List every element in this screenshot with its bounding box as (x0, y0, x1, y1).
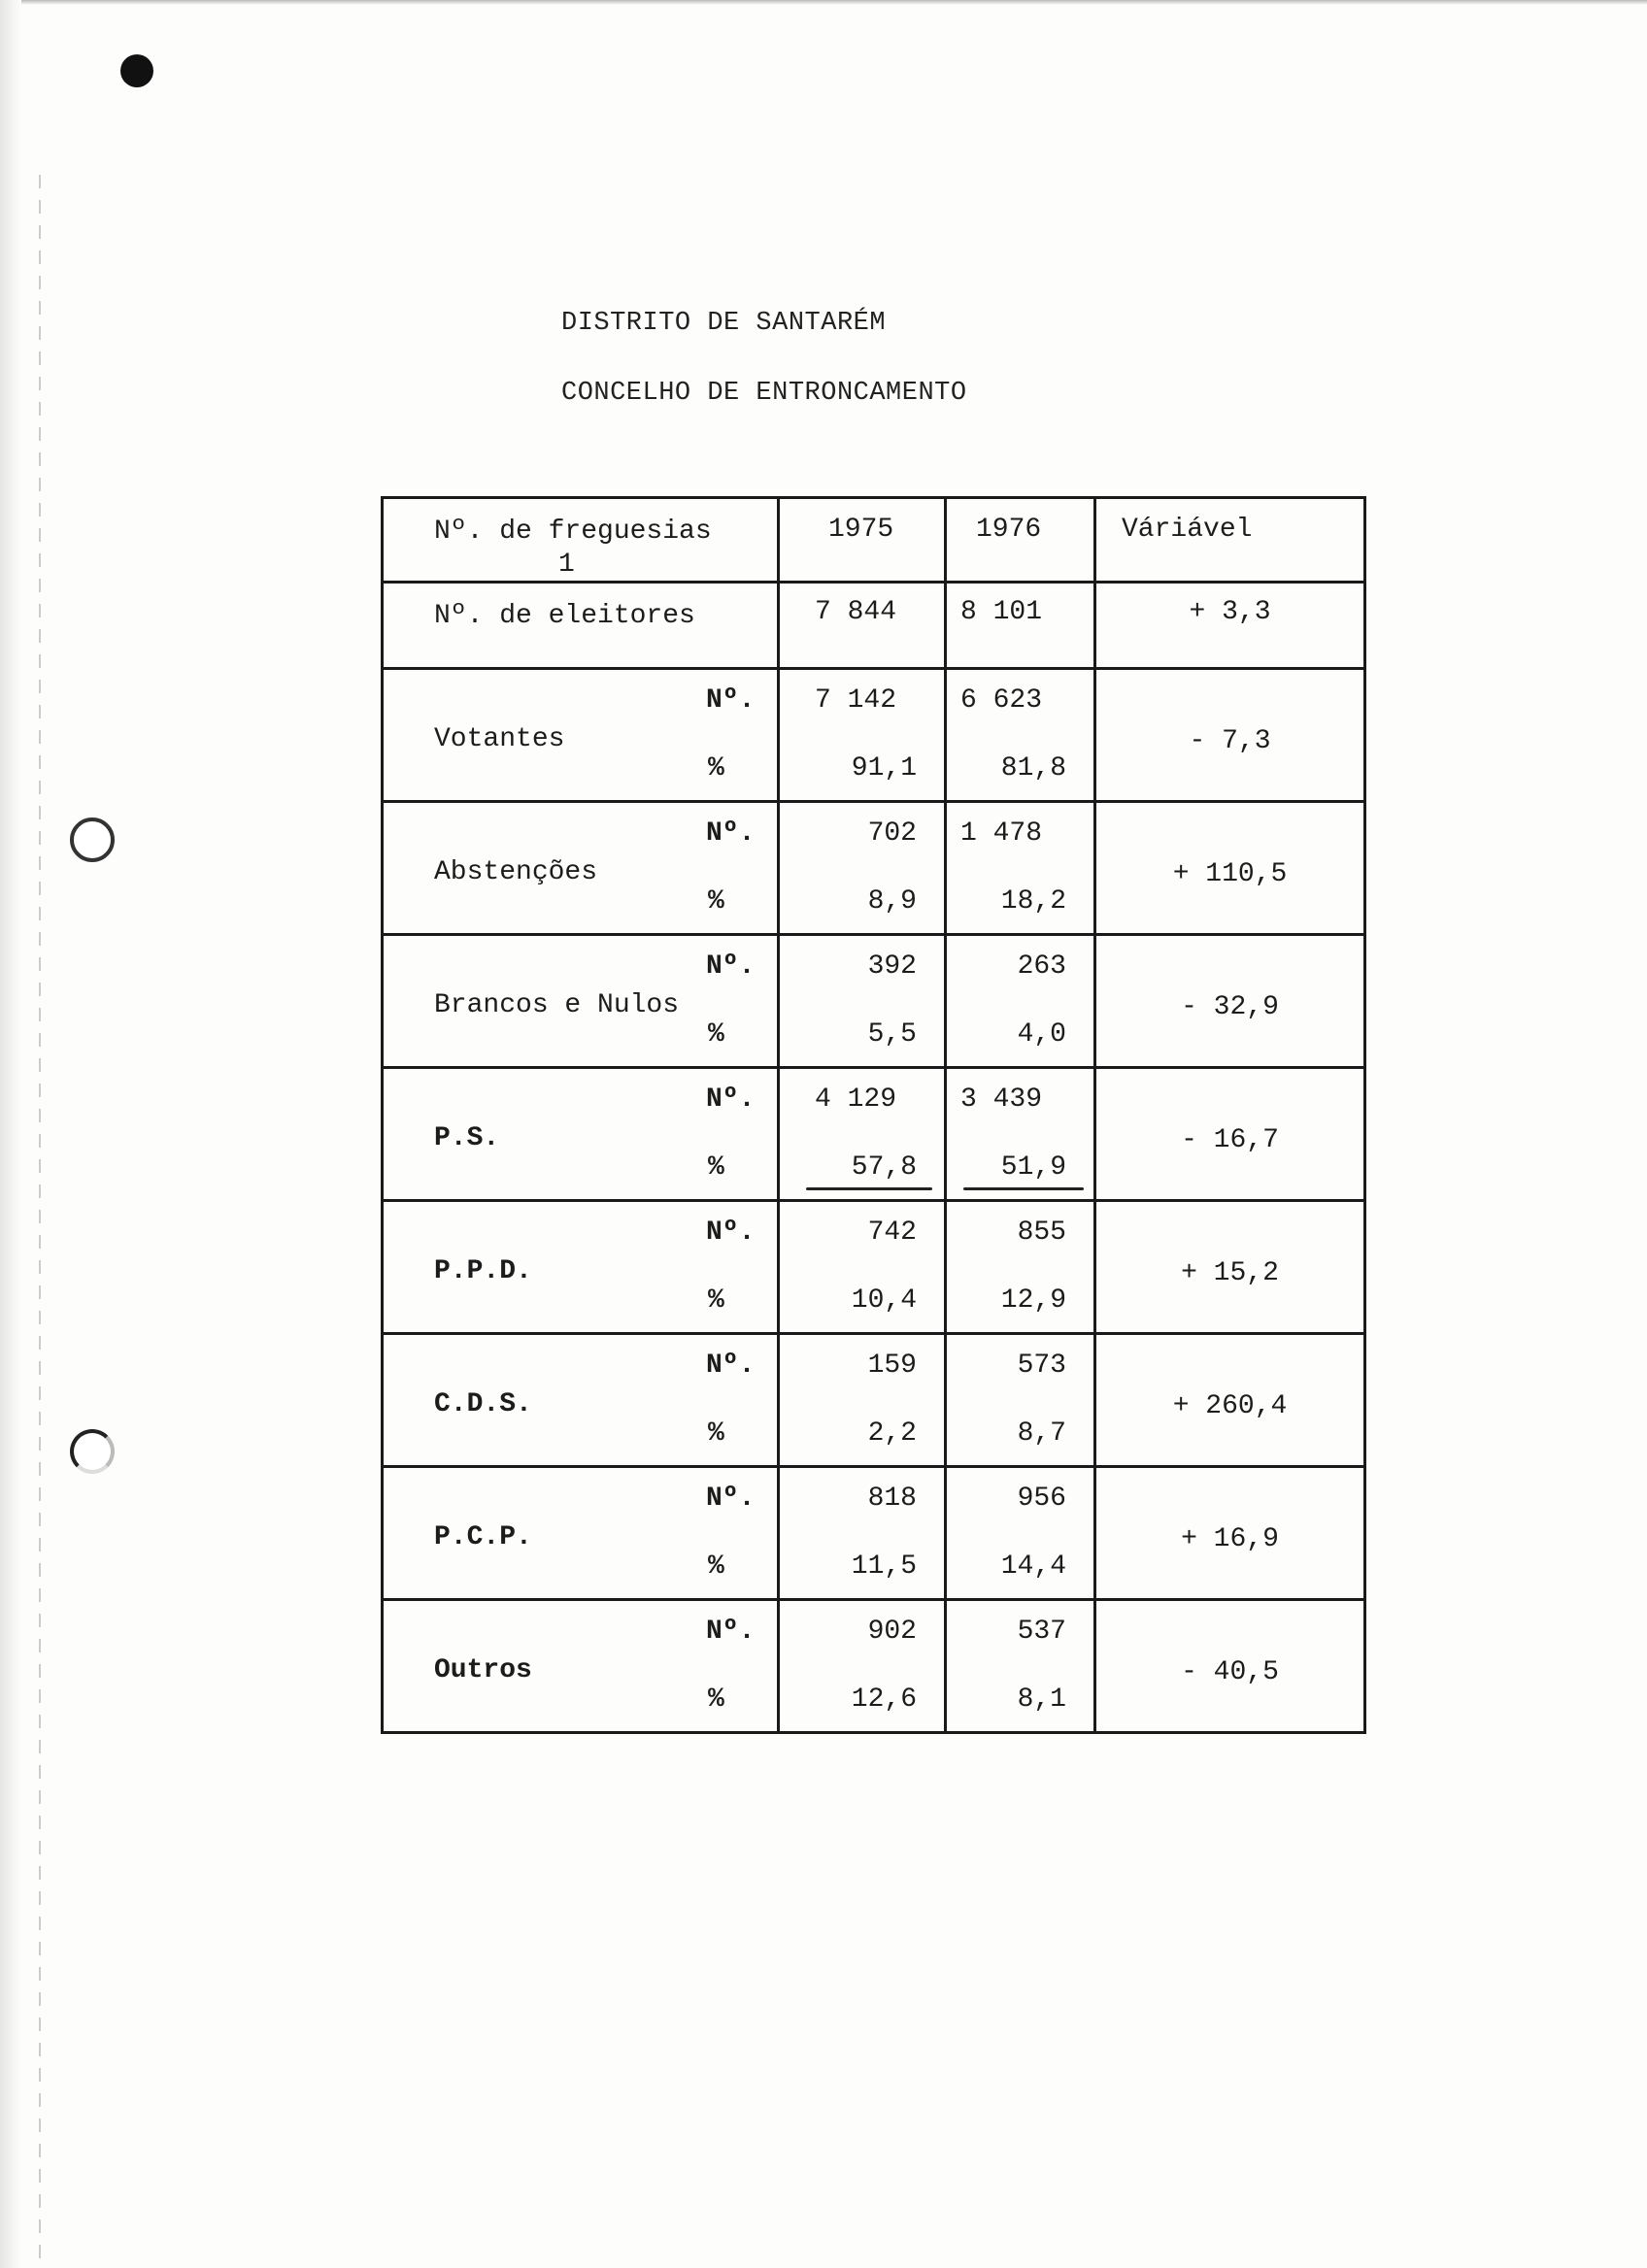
election-results-table (381, 496, 1366, 1734)
table-row (383, 669, 1365, 802)
parishes-count: 1 (558, 550, 575, 580)
percent-1975: 2,2 (867, 1418, 917, 1449)
header-label-cell (383, 498, 779, 583)
count-symbol: Nº. (706, 818, 756, 849)
percent-symbol: % (708, 1418, 724, 1449)
percent-1975: 5,5 (867, 1019, 917, 1050)
count-1975: 392 (867, 951, 917, 982)
variation-value: - 7,3 (1189, 726, 1271, 756)
count-1976: 956 (1017, 1484, 1066, 1514)
count-symbol: Nº. (706, 1617, 756, 1647)
percent-symbol: % (708, 886, 724, 917)
percent-1976: 8,1 (1017, 1684, 1066, 1715)
row-label: P.C.P. (434, 1522, 532, 1552)
binding-marks (39, 175, 41, 2262)
table-row (383, 1201, 1365, 1334)
percent-1976: 8,7 (1017, 1418, 1066, 1449)
count-1976: 1 478 (960, 818, 1043, 849)
table-row (383, 583, 1365, 669)
variation-value: + 16,9 (1181, 1524, 1279, 1554)
count-1975: 818 (867, 1484, 917, 1514)
count-symbol: Nº. (706, 1351, 756, 1381)
percent-1975: 91,1 (851, 753, 917, 784)
variation-value: - 40,5 (1181, 1657, 1279, 1687)
count-symbol: Nº. (706, 1217, 756, 1248)
count-1976: 6 623 (960, 685, 1043, 716)
percent-symbol: % (708, 1551, 724, 1582)
percent-1976: 81,8 (1000, 753, 1066, 784)
row-label: Outros (434, 1655, 532, 1685)
parishes-label: Nº. de freguesias (434, 517, 712, 547)
variation-value: + 110,5 (1172, 859, 1288, 889)
percent-1975: 8,9 (867, 886, 917, 917)
count-1975: 902 (867, 1617, 917, 1647)
page-left-edge (0, 0, 21, 2268)
percent-1975: 57,8 (851, 1152, 917, 1183)
count-1976: 537 (1017, 1617, 1066, 1647)
count-symbol: Nº. (706, 1084, 756, 1115)
count-symbol: Nº. (706, 685, 756, 716)
header-year1-cell (779, 498, 946, 583)
punch-hole-upper (70, 817, 115, 862)
percent-symbol: % (708, 753, 724, 784)
count-1976: 573 (1017, 1351, 1066, 1381)
table-row (383, 1467, 1365, 1600)
count-1975: 7 142 (815, 685, 897, 716)
row-label: P.S. (434, 1123, 500, 1153)
row-label: C.D.S. (434, 1389, 532, 1419)
table-row (383, 802, 1365, 935)
header-variation-cell (1095, 498, 1365, 583)
punch-hole-lower (70, 1429, 115, 1474)
percent-symbol: % (708, 1684, 724, 1715)
count-1976: 855 (1017, 1217, 1066, 1248)
percent-symbol: % (708, 1152, 724, 1183)
table-header-row (383, 498, 1365, 583)
variation-value: + 15,2 (1181, 1258, 1279, 1288)
variation-header: Váriável (1122, 515, 1253, 545)
district-title: DISTRITO DE SANTARÉM (561, 309, 887, 338)
electors-1976: 8 101 (960, 597, 1043, 627)
percent-1976: 4,0 (1017, 1019, 1066, 1050)
percent-1976: 18,2 (1000, 886, 1066, 917)
row-label: P.P.D. (434, 1256, 532, 1286)
municipality-title: CONCELHO DE ENTRONCAMENTO (561, 379, 967, 408)
count-symbol: Nº. (706, 951, 756, 982)
page-top-edge (0, 0, 1647, 5)
percent-1975: 10,4 (851, 1285, 917, 1316)
count-symbol: Nº. (706, 1484, 756, 1514)
count-1976: 3 439 (960, 1084, 1043, 1115)
variation-value: - 32,9 (1181, 992, 1279, 1022)
year-1975: 1975 (828, 515, 894, 545)
variation-value: - 16,7 (1181, 1125, 1279, 1155)
table-row (383, 1600, 1365, 1733)
percent-1975: 11,5 (851, 1551, 917, 1582)
row-label: Votantes (434, 724, 565, 754)
underline-mark (963, 1187, 1084, 1190)
table-row (383, 1334, 1365, 1467)
count-1976: 263 (1017, 951, 1066, 982)
electors-1975: 7 844 (815, 597, 897, 627)
count-1975: 702 (867, 818, 917, 849)
year-1976: 1976 (976, 515, 1042, 545)
count-1975: 159 (867, 1351, 917, 1381)
percent-symbol: % (708, 1285, 724, 1316)
ink-dot (120, 54, 153, 87)
electors-variation: + 3,3 (1189, 597, 1271, 627)
underline-mark (806, 1187, 932, 1190)
count-1975: 4 129 (815, 1084, 897, 1115)
row-label: Abstenções (434, 857, 598, 887)
row-label: Brancos e Nulos (434, 990, 680, 1020)
row-label: Nº. de eleitores (434, 601, 695, 631)
table-row (383, 1068, 1365, 1201)
percent-1976: 51,9 (1000, 1152, 1066, 1183)
table-row (383, 935, 1365, 1068)
count-1975: 742 (867, 1217, 917, 1248)
percent-1975: 12,6 (851, 1684, 917, 1715)
variation-value: + 260,4 (1172, 1391, 1288, 1421)
percent-1976: 12,9 (1000, 1285, 1066, 1316)
percent-1976: 14,4 (1000, 1551, 1066, 1582)
percent-symbol: % (708, 1019, 724, 1050)
header-year2-cell (946, 498, 1095, 583)
